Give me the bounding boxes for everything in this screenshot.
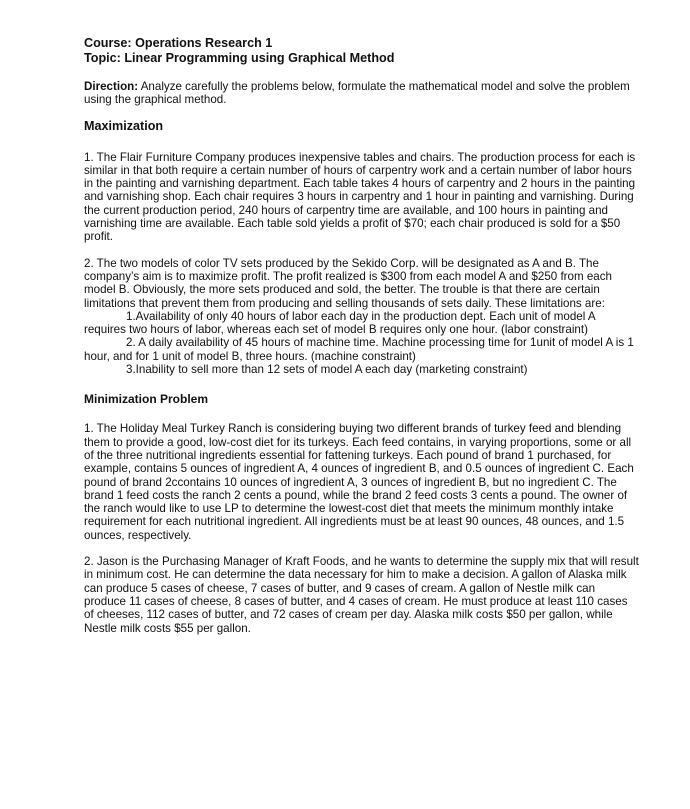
- max-problem-2-intro: 2. The two models of color TV sets produced by the Sekido Corp. will be designated as A and B. The company’s aim is to maximize profit. The profit realized is $300 from each model A and $250 from each model B. Obviously, the more sets produced and sold, the better. The trouble is that there are certain limitations that prevent them from producing and selling thousands of sets daily. These limitations are:: [84, 256, 612, 310]
- document-page: [84, 36, 640, 635]
- max-problem-2-limit-1: 1.Availability of only 40 hours of labor each day in the production dept. Each unit of model A requires two hours of labor, whereas each set of model B requires only one hour. (labor constraint): [84, 309, 595, 337]
- min-problem-1: 1. The Holiday Meal Turkey Ranch is considering buying two different brands of turkey feed and blending them to provide a good, low-cost diet for its turkeys. Each feed contains, in varying proportions, some or all of the three nutritional ingredients essential for fattening turkeys. Each pound of brand 1 purchased, for example, contains 5 ounces of ingredient A, 4 ounces of ingredient B, and 0.5 ounces of ingredient C. Each pound of brand 2ccontains 10 ounces of ingredient A, 3 ounces of ingredient B, but no ingredient C. The brand 1 feed costs the ranch 2 cents a pound, while the brand 2 feed costs 3 cents a pound. The owner of the ranch would like to use LP to determine the lowest-cost diet that meets the minimum monthly intake requirement for each nutritional ingredient. All ingredients must be at least 90 ounces, 48 ounces, and 1.5 ounces, respectively.: [84, 422, 634, 542]
- max-problem-2-limit-3: 3.Inability to sell more than 12 sets of model A each day (marketing constraint): [126, 363, 528, 377]
- max-problem-2-limit-2: 2. A daily availability of 45 hours of machine time. Machine processing time for 1unit of model A is 1 hour, and for 1 unit of model B, three hours. (machine constraint): [84, 336, 634, 363]
- direction-text: Analyze carefully the problems below, formulate the mathematical model and solve the problem using the graphical method.: [84, 80, 630, 107]
- min-problem-2: 2. Jason is the Purchasing Manager of Kraft Foods, and he wants to determine the supply mix that will result in minimum cost. He can determine the data necessary for him to make a decision. A gallon of Alaska milk can produce 5 cases of cheese, 7 cases of butter, and 9 cases of cream. A gallon of Nestle milk can produce 11 cases of cheese, 8 cases of butter, and 4 cases of cream. He must produce at least 110 cases of cheeses, 112 cases of butter, and 72 cases of cream per day. Alaska milk costs $50 per gallon, while Nestle milk costs $55 per gallon.: [84, 555, 639, 635]
- maximization-heading: Maximization: [84, 118, 164, 133]
- max-problem-1: 1. The Flair Furniture Company produces inexpensive tables and chairs. The production process for each is similar in that both require a certain number of hours of carpentry work and a certain number of labor hours in the painting and varnishing department. Each table takes 4 hours of carpentry and 2 hours in the painting and varnishing shop. Each chair requires 3 hours in carpentry and 1 hour in painting and varnishing. During the current production period, 240 hours of carpentry time are available, and 100 hours in painting and varnishing time are available. Each table sold yields a profit of $70; each chair produced is sold for a $50 profit.: [84, 150, 636, 244]
- minimization-heading: Minimization Problem: [84, 392, 209, 407]
- direction-paragraph: [84, 80, 640, 107]
- direction-label: Direction:: [84, 80, 139, 93]
- topic-title: Topic: Linear Programming using Graphical Method: [84, 51, 395, 65]
- course-title: Course: Operations Research 1: [84, 36, 273, 50]
- max-problem-2: [84, 257, 640, 377]
